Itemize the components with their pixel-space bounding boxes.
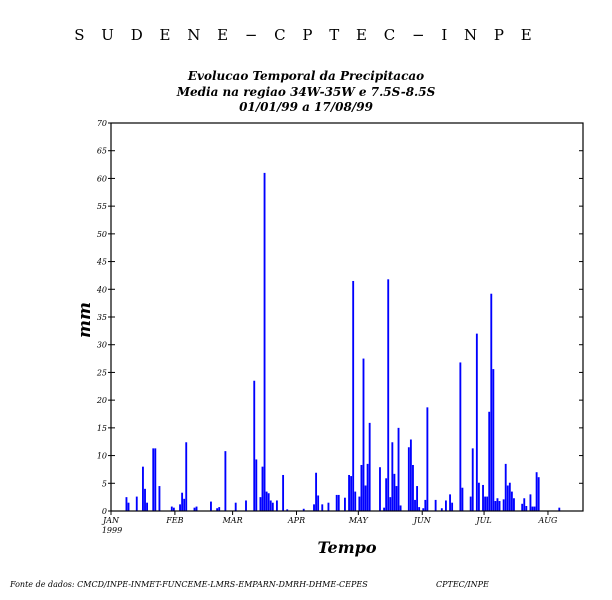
bar: [525, 506, 527, 511]
x-tick-label: MAR: [222, 516, 243, 525]
bar: [505, 464, 507, 511]
bar: [416, 486, 418, 511]
bar: [179, 504, 181, 511]
y-tick-label: 0: [101, 507, 107, 516]
bar: [492, 369, 494, 511]
bar: [350, 476, 352, 511]
bar: [538, 477, 540, 511]
y-tick-label: 25: [96, 368, 107, 378]
bar: [260, 497, 262, 511]
x-axis: [101, 511, 558, 535]
bar: [152, 448, 154, 511]
bar: [494, 501, 496, 511]
y-tick-label: 70: [96, 119, 107, 128]
bar: [144, 489, 146, 511]
y-tick-label: 65: [96, 146, 107, 156]
x-tick-label: MAY: [348, 516, 368, 525]
bar: [530, 494, 532, 511]
bar: [270, 500, 272, 511]
y-tick-label: 55: [96, 202, 107, 212]
bar: [486, 497, 488, 511]
bar: [146, 503, 148, 511]
bar: [196, 507, 198, 511]
chart-title-line-1: Evolucao Temporal da Precipitacao: [187, 69, 425, 83]
bar: [499, 501, 501, 511]
data-source-note: Fonte de dados: CMCD/INPE-INMET-FUNCEME-LMRS-EMPARN-DMRH-DHME-CEPES: [10, 580, 368, 589]
bar: [393, 474, 395, 511]
bar: [400, 505, 402, 511]
y-tick-label: 10: [96, 451, 107, 461]
bar: [435, 500, 437, 511]
bar: [536, 472, 538, 511]
y-tick-label: 50: [96, 229, 107, 239]
x-tick-label: JUN: [413, 516, 431, 525]
plot-frame: [111, 123, 583, 511]
bar: [235, 503, 237, 511]
bar: [336, 495, 338, 511]
bar: [408, 447, 410, 511]
bar: [488, 412, 490, 511]
bar: [414, 500, 416, 511]
bar: [159, 486, 161, 511]
bar: [523, 498, 525, 511]
bar: [509, 483, 511, 511]
bar: [264, 173, 266, 511]
y-tick-label: 5: [101, 479, 107, 489]
bar: [484, 497, 486, 511]
bar: [385, 478, 387, 511]
bar: [445, 500, 447, 511]
bar: [365, 486, 367, 512]
bar: [472, 448, 474, 511]
bar: [354, 492, 356, 511]
credit-note: CPTEC/INPE: [436, 580, 489, 589]
bar: [363, 359, 365, 511]
bar: [507, 486, 509, 512]
bar: [476, 334, 478, 511]
bar: [142, 467, 144, 511]
bar: [478, 483, 480, 511]
x-tick-label: FEB: [166, 516, 184, 525]
bar: [449, 494, 451, 511]
bar: [369, 423, 371, 511]
bar: [367, 464, 369, 511]
bar: [470, 497, 472, 511]
bar: [126, 497, 128, 511]
bar: [338, 495, 340, 511]
bar: [389, 497, 391, 511]
bar: [315, 473, 317, 511]
bar: [482, 485, 484, 511]
y-tick-label: 15: [96, 423, 107, 433]
bar: [255, 459, 257, 511]
bar: [412, 465, 414, 511]
bar: [136, 497, 138, 511]
x-axis-title: Tempo: [317, 538, 377, 557]
bar: [272, 503, 274, 511]
bar: [268, 493, 270, 511]
agency-header: S U D E N E − C P T E C − I N P E: [74, 26, 538, 44]
bar: [185, 442, 187, 511]
bar: [181, 493, 183, 511]
y-axis-title: mm: [75, 302, 95, 338]
bar: [262, 467, 264, 511]
bar: [321, 504, 323, 511]
bar: [276, 500, 278, 511]
bar: [513, 498, 515, 511]
x-tick-label: JAN: [103, 516, 119, 525]
bar: [183, 499, 185, 511]
bar: [424, 500, 426, 511]
bar: [511, 492, 513, 511]
y-tick-label: 60: [96, 174, 107, 184]
bar: [461, 488, 463, 511]
bar: [521, 504, 523, 511]
bar: [497, 498, 499, 511]
bar: [391, 442, 393, 511]
bar: [245, 500, 247, 511]
bar: [171, 507, 173, 511]
bar: [379, 467, 381, 511]
bar: [358, 497, 360, 511]
bar: [348, 475, 350, 511]
bar: [426, 407, 428, 511]
bar: [224, 451, 226, 511]
y-tick-label: 35: [96, 313, 107, 322]
bar: [410, 440, 412, 512]
x-tick-label: JUL: [476, 516, 492, 525]
bar: [451, 503, 453, 511]
x-tick-label: AUG: [538, 516, 558, 525]
bar: [328, 503, 330, 511]
bar: [253, 381, 255, 511]
y-tick-label: 30: [96, 340, 107, 350]
bar: [534, 507, 536, 511]
bar: [387, 279, 389, 511]
x-tick-sublabel: 1999: [101, 526, 123, 535]
bar: [266, 492, 268, 511]
bar: [459, 362, 461, 511]
bar: [490, 294, 492, 511]
chart-title-line-2: Media na regiao 34W-35W e 7.5S-8.5S: [176, 85, 436, 99]
bar: [352, 281, 354, 511]
bar: [396, 486, 398, 511]
y-axis: [96, 119, 583, 516]
bar: [361, 465, 363, 511]
bar: [398, 428, 400, 511]
bar: [317, 495, 319, 511]
chart-title-line-3: 01/01/99 a 17/08/99: [239, 100, 373, 114]
bar: [128, 503, 130, 511]
bar-series: [126, 173, 561, 511]
x-tick-label: APR: [287, 516, 306, 525]
bar: [503, 499, 505, 511]
bar: [282, 475, 284, 511]
bar: [532, 507, 534, 511]
y-tick-label: 20: [96, 396, 107, 406]
bar: [313, 504, 315, 511]
y-tick-label: 40: [96, 285, 107, 295]
bar: [154, 448, 156, 511]
y-tick-label: 45: [96, 257, 107, 267]
bar: [344, 498, 346, 511]
bar: [210, 502, 212, 511]
